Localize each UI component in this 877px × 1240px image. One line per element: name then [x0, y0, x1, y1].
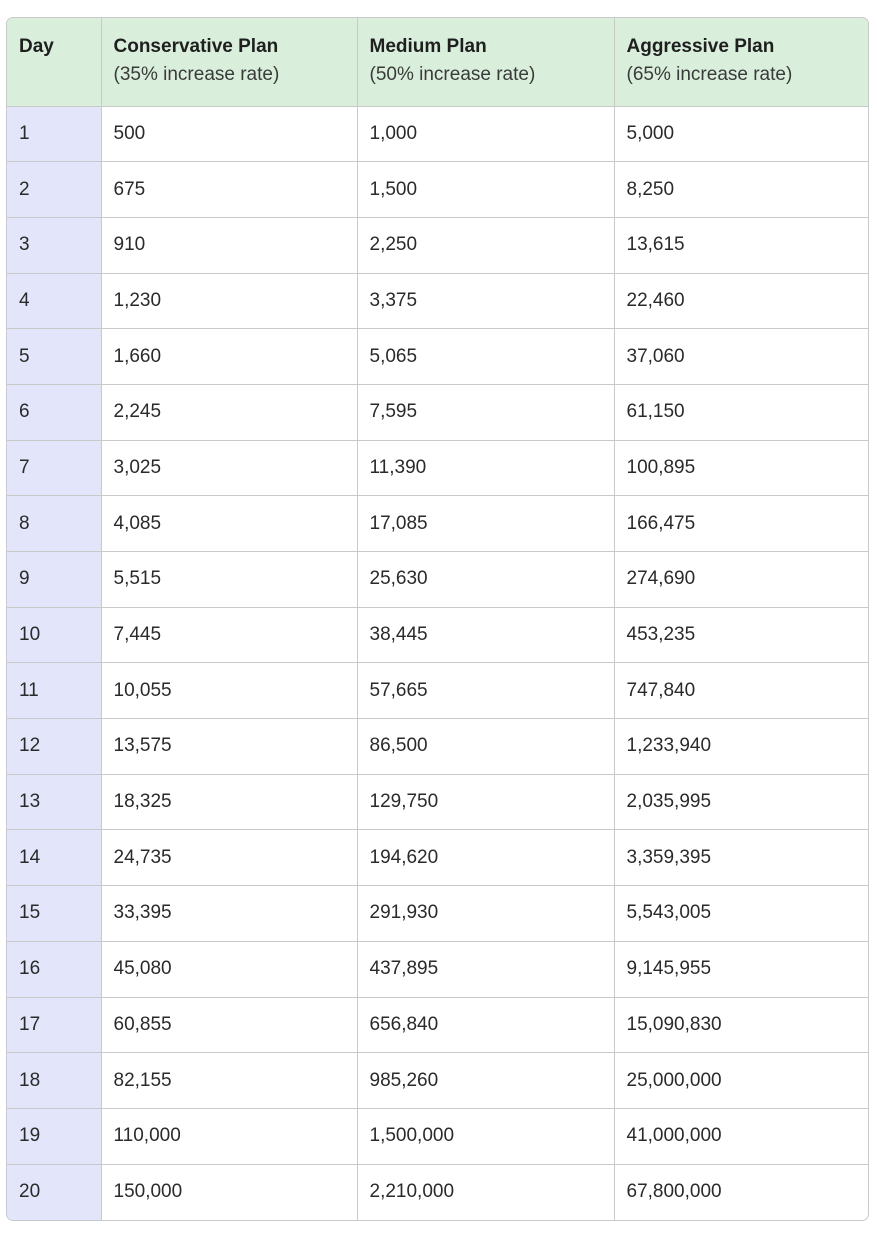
conservative-cell: 45,080 — [101, 941, 357, 997]
conservative-cell: 675 — [101, 162, 357, 218]
medium-cell: 57,665 — [357, 663, 614, 719]
conservative-cell: 82,155 — [101, 1053, 357, 1109]
table-row — [7, 719, 868, 775]
medium-cell: 1,500,000 — [357, 1108, 614, 1164]
day-cell: 15 — [7, 886, 101, 942]
day-cell: 1 — [7, 106, 101, 162]
aggressive-cell: 747,840 — [614, 663, 868, 719]
table-row — [7, 384, 868, 440]
medium-cell: 86,500 — [357, 719, 614, 775]
conservative-cell: 13,575 — [101, 719, 357, 775]
day-cell: 4 — [7, 273, 101, 329]
header-medium-title: Medium Plan — [369, 36, 487, 57]
day-cell: 7 — [7, 440, 101, 496]
conservative-cell: 4,085 — [101, 496, 357, 552]
table-row — [7, 552, 868, 608]
table-row — [7, 997, 868, 1053]
medium-cell: 129,750 — [357, 774, 614, 830]
conservative-cell: 500 — [101, 106, 357, 162]
table-row — [7, 1108, 868, 1164]
day-cell: 5 — [7, 329, 101, 385]
table-body — [7, 106, 868, 1220]
conservative-cell: 150,000 — [101, 1164, 357, 1220]
conservative-cell: 60,855 — [101, 997, 357, 1053]
medium-cell: 2,250 — [357, 217, 614, 273]
aggressive-cell: 5,000 — [614, 106, 868, 162]
conservative-cell: 3,025 — [101, 440, 357, 496]
conservative-cell: 10,055 — [101, 663, 357, 719]
growth-plan-table — [6, 17, 869, 1221]
aggressive-cell: 2,035,995 — [614, 774, 868, 830]
header-aggressive — [614, 18, 868, 106]
aggressive-cell: 5,543,005 — [614, 886, 868, 942]
aggressive-cell: 166,475 — [614, 496, 868, 552]
aggressive-cell: 1,233,940 — [614, 719, 868, 775]
data-table — [7, 18, 868, 1220]
aggressive-cell: 67,800,000 — [626, 1181, 722, 1203]
header-medium-subtitle: (50% increase rate) — [369, 64, 536, 85]
conservative-cell: 18,325 — [101, 774, 357, 830]
day-cell: 10 — [7, 607, 101, 663]
aggressive-cell: 3,359,395 — [614, 830, 868, 886]
table-row — [7, 941, 868, 997]
table-row — [7, 162, 868, 218]
header-conservative — [101, 18, 357, 106]
day-cell: 9 — [7, 552, 101, 608]
medium-cell: 985,260 — [357, 1053, 614, 1109]
medium-cell: 17,085 — [357, 496, 614, 552]
conservative-cell: 1,660 — [101, 329, 357, 385]
conservative-cell: 24,735 — [101, 830, 357, 886]
medium-cell: 437,895 — [357, 941, 614, 997]
medium-cell: 2,210,000 — [357, 1164, 614, 1220]
aggressive-cell: 100,895 — [614, 440, 868, 496]
table-row — [7, 886, 868, 942]
table-row — [7, 607, 868, 663]
day-cell: 12 — [7, 719, 101, 775]
table-header — [7, 18, 868, 106]
medium-cell: 3,375 — [357, 273, 614, 329]
aggressive-cell: 13,615 — [614, 217, 868, 273]
day-cell: 6 — [7, 384, 101, 440]
day-cell: 14 — [7, 830, 101, 886]
table-row — [7, 106, 868, 162]
day-cell: 16 — [7, 941, 101, 997]
aggressive-cell: 453,235 — [614, 607, 868, 663]
conservative-cell: 5,515 — [101, 552, 357, 608]
conservative-cell: 2,245 — [101, 384, 357, 440]
table-row — [7, 273, 868, 329]
aggressive-cell: 9,145,955 — [614, 941, 868, 997]
conservative-cell: 1,230 — [101, 273, 357, 329]
medium-cell: 1,000 — [357, 106, 614, 162]
medium-cell: 38,445 — [357, 607, 614, 663]
table-row — [7, 496, 868, 552]
day-cell: 18 — [7, 1053, 101, 1109]
aggressive-cell: 37,060 — [614, 329, 868, 385]
medium-cell: 656,840 — [357, 997, 614, 1053]
medium-cell: 194,620 — [357, 830, 614, 886]
day-cell: 19 — [7, 1108, 101, 1164]
conservative-cell: 110,000 — [101, 1108, 357, 1164]
day-cell: 8 — [7, 496, 101, 552]
table-row — [7, 663, 868, 719]
table-row — [7, 830, 868, 886]
day-cell: 3 — [7, 217, 101, 273]
medium-cell: 7,595 — [357, 384, 614, 440]
table-row — [7, 440, 868, 496]
header-conservative-subtitle: (35% increase rate) — [113, 64, 280, 85]
medium-cell: 25,630 — [357, 552, 614, 608]
medium-cell: 291,930 — [357, 886, 614, 942]
table-row — [7, 217, 868, 273]
header-medium — [357, 18, 614, 106]
day-cell: 2 — [7, 162, 101, 218]
header-conservative-title: Conservative Plan — [113, 36, 279, 57]
table-row — [7, 774, 868, 830]
medium-cell: 5,065 — [357, 329, 614, 385]
aggressive-cell: 8,250 — [614, 162, 868, 218]
header-day-title: Day — [19, 36, 54, 57]
day-cell: 13 — [7, 774, 101, 830]
header-aggressive-title: Aggressive Plan — [626, 36, 775, 57]
conservative-cell: 910 — [101, 217, 357, 273]
aggressive-cell: 15,090,830 — [614, 997, 868, 1053]
table-row — [7, 1053, 868, 1109]
aggressive-cell: 61,150 — [614, 384, 868, 440]
day-cell: 11 — [7, 663, 101, 719]
aggressive-cell: 25,000,000 — [614, 1053, 868, 1109]
medium-cell: 1,500 — [357, 162, 614, 218]
day-cell: 17 — [7, 997, 101, 1053]
conservative-cell: 33,395 — [101, 886, 357, 942]
conservative-cell: 7,445 — [101, 607, 357, 663]
day-cell: 20 — [7, 1164, 101, 1220]
header-day — [7, 18, 101, 106]
aggressive-cell: 22,460 — [614, 273, 868, 329]
medium-cell: 11,390 — [357, 440, 614, 496]
table-row — [7, 329, 868, 385]
header-row — [7, 18, 868, 106]
header-aggressive-subtitle: (65% increase rate) — [626, 64, 793, 85]
table-row — [7, 1164, 868, 1220]
aggressive-cell: 274,690 — [614, 552, 868, 608]
aggressive-cell: 41,000,000 — [614, 1108, 868, 1164]
